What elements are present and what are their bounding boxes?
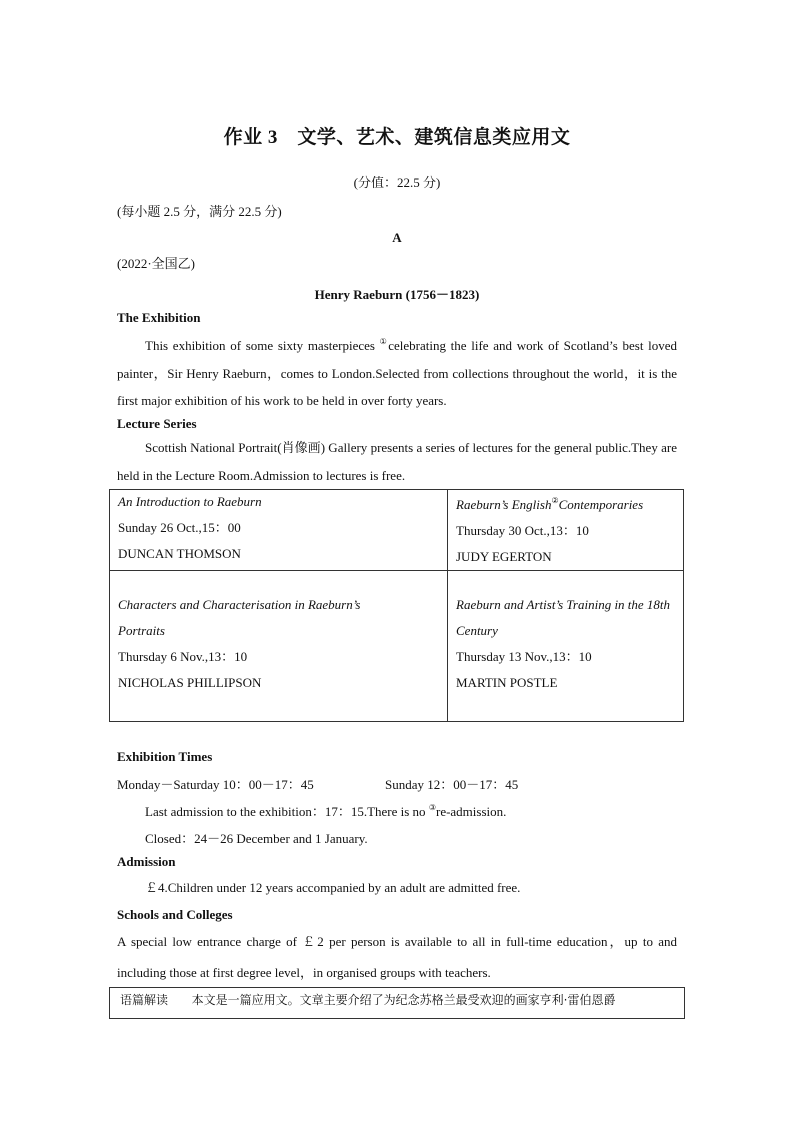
lecture-label: Lecture Series (117, 416, 197, 431)
score-total: (分值：22.5 分) (353, 175, 441, 190)
times-label: Exhibition Times (117, 749, 213, 764)
lecture-cell (456, 592, 681, 696)
lecture-speaker: JUDY EGERTON (456, 549, 552, 564)
schools-text: A special low entrance charge of ￡2 per person is available to all in full-time education，up to and including those at first degree level，in organised groups with teachers. (117, 934, 677, 980)
lecture-speaker: DUNCAN THOMSON (118, 546, 241, 561)
page-title: 作业 3 文学、艺术、建筑信息类应用文 (223, 127, 571, 148)
footnote-mark: ② (551, 496, 559, 505)
table-divider (447, 490, 448, 721)
footnote-mark: ③ (428, 803, 436, 812)
admission-text: ￡4.Children under 12 years accompanied by an adult are admitted free. (145, 880, 521, 895)
times-weekday: Monday－Saturday 10：00－17：45 (117, 777, 314, 792)
lecture-speaker: NICHOLAS PHILLIPSON (118, 675, 262, 690)
section-label: A (392, 230, 402, 245)
times-sunday: Sunday 12：00－17：45 (385, 777, 519, 792)
last-admission: Last admission to the exhibition：17：15.There is no ③re-admission. (145, 803, 507, 819)
lecture-date: Thursday 13 Nov.,13：10 (456, 649, 592, 664)
lecture-cell: Raeburn’s English②Contemporaries Thursday 30 Oct.,13：10 JUDY EGERTON (456, 488, 681, 570)
exhibition-label: The Exhibition (117, 310, 201, 325)
reading-summary-box (109, 987, 685, 1019)
closed-dates: Closed：24－26 December and 1 January. (145, 831, 368, 846)
lecture-date: Thursday 6 Nov.,13：10 (118, 649, 248, 664)
lecture-cell (118, 592, 408, 696)
article-heading: Henry Raeburn (1756－1823) (314, 287, 480, 302)
summary-text: 本文是一篇应用文。文章主要介绍了为纪念苏格兰最受欢迎的画家亨利·雷伯恩爵 (191, 993, 616, 1007)
lecture-cell (118, 489, 438, 567)
score-rule: (每小题 2.5 分，满分 22.5 分) (117, 204, 282, 219)
schools-label: Schools and Colleges (117, 907, 233, 922)
lecture-title: Raeburn and Artist’s Training in the 18th Century (456, 597, 671, 638)
lecture-date: Thursday 30 Oct.,13：10 (456, 523, 589, 538)
footnote-mark: ① (379, 337, 389, 346)
exhibition-paragraph: This exhibition of some sixty masterpieces ①celebrating the life and work of Scotland’s best loved painter，Sir Henry Raeburn，comes to London.Selected from collections throughout the world，it is the first major exhibition of his work to be held in over forty years. (117, 337, 677, 408)
summary-label: 语篇解读 (120, 993, 169, 1007)
lecture-title: Characters and Characterisation in Raeburn’s Portraits (118, 597, 361, 638)
table-divider (110, 570, 683, 571)
lecture-title: An Introduction to Raeburn (118, 494, 262, 509)
lecture-date: Sunday 26 Oct.,15：00 (118, 520, 241, 535)
lecture-speaker: MARTIN POSTLE (456, 675, 558, 690)
lecture-table (109, 489, 684, 722)
source-label: (2022·全国乙) (117, 256, 195, 271)
lecture-title: Raeburn’s English (456, 497, 552, 512)
admission-label: Admission (117, 854, 176, 869)
lecture-paragraph: Scottish National Portrait(肖像画) Gallery presents a series of lectures for the general public.They are held in the Lecture Room.Admission to lectures is free. (117, 440, 677, 483)
